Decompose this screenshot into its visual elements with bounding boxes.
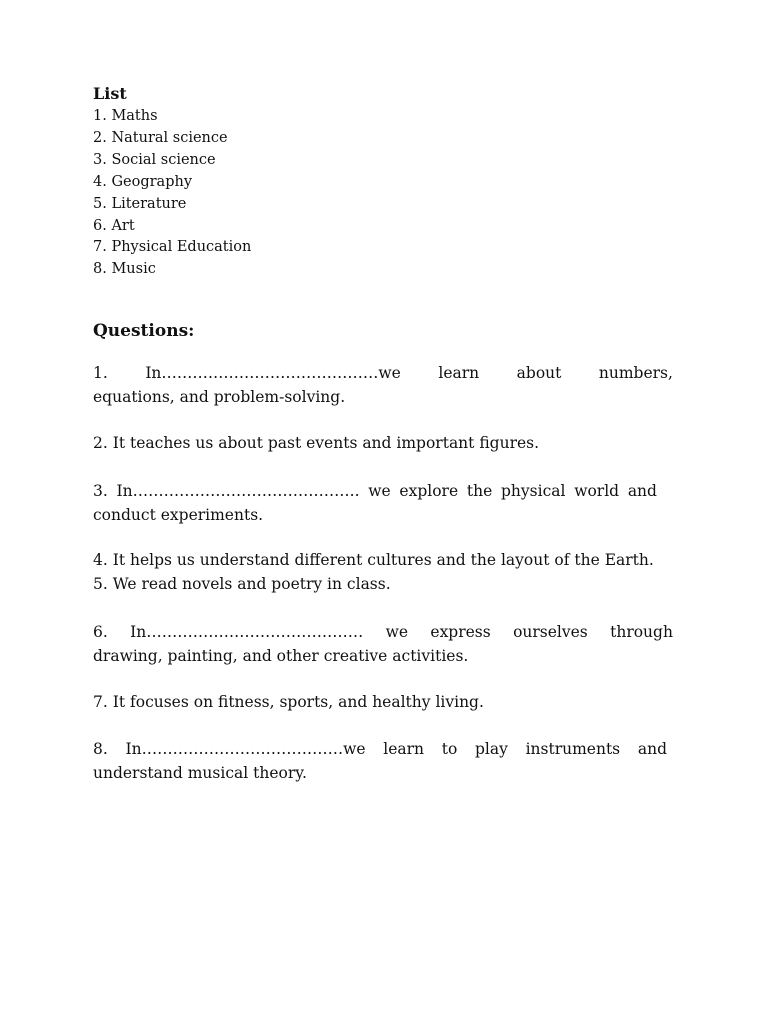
question-word: we: [385, 623, 409, 641]
list-item: 3. Social science: [93, 151, 216, 168]
question-8-line-1: [93, 738, 667, 762]
question-4: 4. It helps us understand different cultures and the layout of the Earth.: [93, 551, 654, 569]
question-word: to: [441, 740, 458, 758]
question-word: and: [627, 482, 657, 500]
question-word: numbers,: [598, 364, 673, 382]
list-item: 6. Art: [93, 217, 135, 234]
question-6-line-2: drawing, painting, and other creative activities.: [93, 646, 469, 665]
question-word: and: [637, 740, 667, 758]
question-6-line-1: [93, 621, 673, 645]
list-item: 2. Natural science: [93, 129, 228, 146]
question-3: [93, 480, 657, 527]
list-item: 8. Music: [93, 261, 156, 278]
question-word: instruments: [525, 740, 621, 758]
question-word: through: [610, 623, 673, 641]
question-word: physical: [501, 482, 566, 500]
question-1-line-1: [93, 362, 673, 386]
question-8: [93, 738, 667, 785]
question-word: ourselves: [513, 623, 588, 641]
list-heading: List: [93, 84, 127, 103]
question-5: 5. We read novels and poetry in class.: [93, 575, 391, 593]
question-6: [93, 621, 673, 668]
list-item: 7. Physical Education: [93, 239, 252, 256]
question-7: 7. It focuses on fitness, sports, and healthy living.: [93, 693, 484, 711]
question-word: we: [368, 482, 391, 500]
question-2: 2. It teaches us about past events and important figures.: [93, 434, 540, 452]
question-word: 1.: [93, 364, 108, 382]
question-word: In…………………………………we: [125, 740, 366, 758]
question-8-line-2: understand musical theory.: [93, 763, 307, 782]
question-word: world: [574, 482, 620, 500]
question-word: 3.: [93, 482, 108, 500]
question-1-line-2: equations, and problem-solving.: [93, 387, 346, 406]
list-item: 5. Literature: [93, 195, 187, 212]
question-word: In……………………………………: [130, 623, 364, 641]
question-word: 6.: [93, 623, 108, 641]
question-word: 8.: [93, 740, 108, 758]
question-word: In……………………………………we: [145, 364, 401, 382]
question-word: express: [430, 623, 491, 641]
list-item: 4. Geography: [93, 173, 193, 190]
question-3-line-1: [93, 480, 657, 504]
question-1: [93, 362, 673, 409]
question-word: learn: [383, 740, 425, 758]
question-word: explore: [399, 482, 459, 500]
question-word: about: [516, 364, 562, 382]
question-word: play: [474, 740, 508, 758]
question-word: learn: [438, 364, 480, 382]
question-word: In……………………………………..: [116, 482, 360, 500]
question-3-line-2: conduct experiments.: [93, 505, 264, 524]
list-item: 1. Maths: [93, 108, 158, 124]
question-word: the: [466, 482, 493, 500]
questions-heading: Questions:: [93, 321, 195, 341]
subject-list: [93, 106, 251, 281]
